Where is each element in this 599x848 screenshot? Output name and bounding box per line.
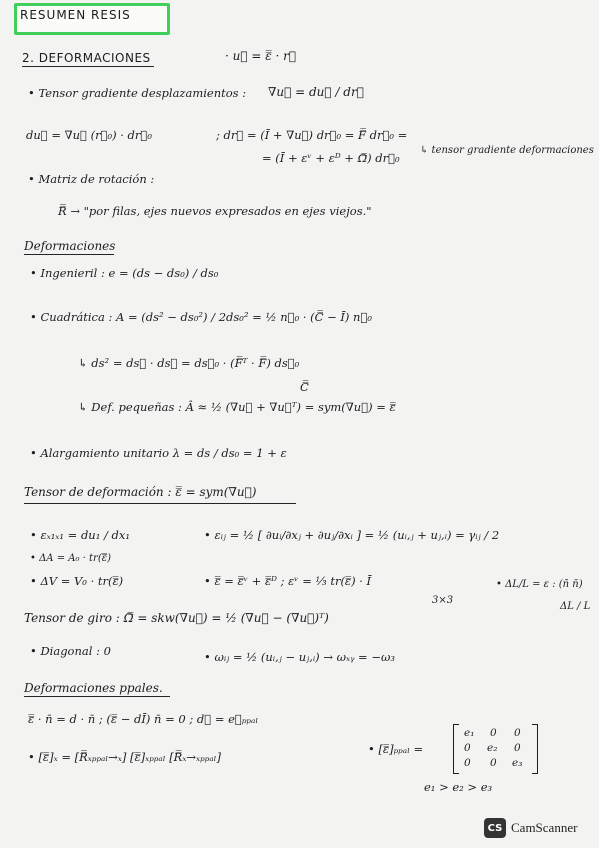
rotation-matrix-text: R̿ → "por filas, ejes nuevos expresados en ejes viejos.": [58, 204, 372, 218]
matrix-cell: e₃: [512, 757, 523, 769]
heading-underline: [24, 254, 114, 255]
dr-equation: ; dr⃗ = (Ī + ∇u⃗) dr⃗₀ = F̿ dr⃗₀ =: [216, 128, 408, 142]
unit-elongation: • Alargamiento unitario λ = ds / ds₀ = 1 + ε: [30, 446, 287, 460]
matrix-cell: e₂: [487, 742, 498, 754]
transform-line: • [ε̿]ₓ = [R̿ₓₚₚₐₗ→ₓ] [ε̿]ₓₚₚₐₗ [R̿ₓ→ₓₚₚₐₗ]: [28, 750, 221, 764]
rotation-matrix-label: • Matriz de rotación :: [28, 172, 155, 186]
matrix-cell: e₁: [464, 727, 475, 739]
volume-change: • ΔV = V₀ · tr(ε̿): [30, 574, 124, 588]
heading-underline: [22, 66, 154, 67]
note-3x3: 3×3: [432, 595, 454, 606]
matrix-cell: 0: [464, 742, 471, 754]
section-heading-deformaciones: 2. DEFORMACIONES: [22, 51, 151, 65]
matrix-bracket-left: [453, 724, 459, 774]
strain-tensor-heading: Tensor de deformación : ε̿ = sym(∇u⃗): [24, 485, 257, 499]
principal-strains-heading: Deformaciones ppales.: [24, 681, 163, 695]
eigenvalue-line: ε̿ · n̄ = d · n̄ ; (ε̿ − dĪ) n̄ = 0 ; d⃗ = e⃗ₚₚₐₗ: [28, 712, 259, 726]
engineering-strain: • Ingenieril : e = (ds − ds₀) / ds₀: [30, 266, 219, 280]
deformation-gradient-note: ↳ tensor gradiente deformaciones: [420, 145, 594, 156]
ds-squared-line: ↳ ds² = ds⃗ · ds⃗ = ds⃗₀ · (F̿ᵀ · F̿) ds⃗₀: [78, 356, 300, 370]
principal-matrix-label: • [ε̿]ₚₚₐₗ =: [368, 742, 424, 756]
matrix-bracket-right: [532, 724, 538, 774]
matrix-cell: 0: [514, 727, 521, 739]
strain-split: • ε̿ = ε̿ᵛ + ε̿ᴰ ; εᵛ = ⅓ tr(ε̿) · Ī: [204, 574, 372, 588]
tensor-gradient-equation: ∇u⃗ = du⃗ / dr⃗: [268, 85, 364, 99]
camscanner-watermark: [484, 818, 577, 838]
eigenvalue-order: e₁ > e₂ > e₃: [424, 780, 493, 794]
quadratic-strain: • Cuadrática : A = (ds² − ds₀²) / 2ds₀² = ½ n⃗₀ · (C̿ − Ī) n⃗₀: [30, 310, 372, 324]
small-deformations-line: ↳ Def. pequeñas : Â ≈ ½ (∇u⃗ + ∇u⃗ᵀ) = sym(∇u⃗) = ε̿: [78, 400, 396, 414]
heading-underline: [24, 503, 296, 504]
area-change: • ΔA = A₀ · tr(ε̿): [30, 553, 111, 564]
displacement-relation: · u⃗ = ε̿ · r⃗: [225, 49, 297, 63]
elongation-note: • ΔL/L = ε : (n̄ n̄): [496, 579, 583, 590]
elongation-fraction: ΔL / L: [560, 601, 591, 612]
rotation-tensor-heading: Tensor de giro : Ω̿ = skw(∇u⃗) = ½ (∇u⃗ − (∇u⃗)ᵀ): [24, 611, 329, 625]
matrix-cell: 0: [490, 757, 497, 769]
heading-underline: [24, 696, 170, 697]
matrix-cell: 0: [464, 757, 471, 769]
c-tensor-label: C̿: [300, 380, 309, 394]
matrix-cell: 0: [514, 742, 521, 754]
tensor-gradient-label: • Tensor gradiente desplazamientos :: [28, 86, 247, 100]
camscanner-logo: CS: [484, 818, 506, 838]
camscanner-brand: CamScanner: [511, 820, 578, 835]
dr-equation-decomposition: = (Ī + εᵛ + εᴰ + Ω̿) dr⃗₀: [262, 151, 400, 165]
matrix-cell: 0: [490, 727, 497, 739]
heading-deformaciones: Deformaciones: [24, 239, 116, 253]
diagonal-note: • Diagonal : 0: [30, 644, 111, 658]
page-title: RESUMEN RESIS: [20, 8, 131, 22]
strain-ij: • εᵢⱼ = ½ [ ∂uᵢ/∂xⱼ + ∂uⱼ/∂xᵢ ] = ½ (uᵢ,ⱼ + uⱼ,ᵢ) = γᵢⱼ / 2: [204, 528, 500, 542]
du-equation: du⃗ = ∇u⃗ (r⃗₀) · dr⃗₀: [26, 128, 152, 142]
omega-relation: • ωᵢⱼ = ½ (uᵢ,ⱼ − uⱼ,ᵢ) → ωₓᵧ = −ω₃: [204, 650, 395, 664]
strain-xx: • εₓ₁ₓ₁ = du₁ / dx₁: [30, 528, 130, 542]
